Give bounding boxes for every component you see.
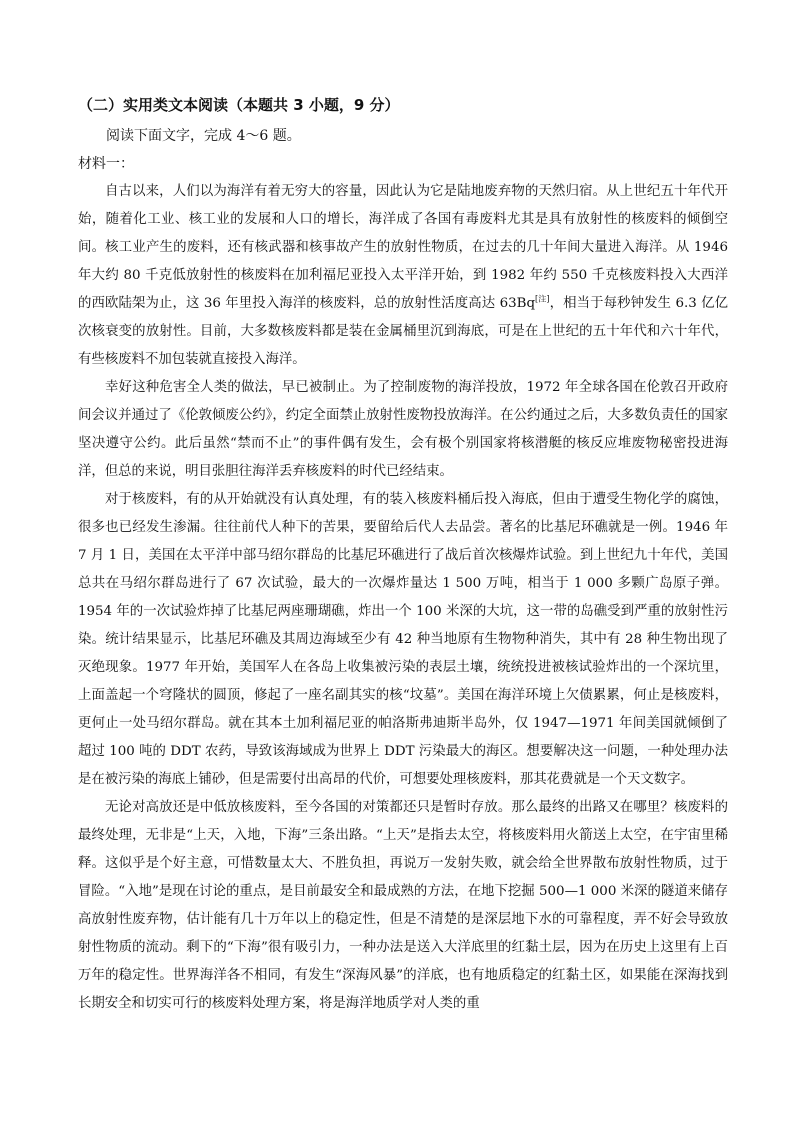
document-page [78,94,728,1018]
paragraph-1-text-cont: ，相当于每秒钟发生 6.3 亿亿次核衰变的放射性。目前，大多数核废料都是装在金属桶里沉到海底，可是在上世纪的五十年代和六十年代，有些核废料不加包装就直接投入海洋。 [78,296,729,367]
paragraph-3: 对于核废料，有的从开始就没有认真处理，有的装入核废料桶后投入海底，但由于遭受生物化学的腐蚀，很多也已经发生渗漏。往往前代人种下的苦果，要留给后代人去品尝。著名的比基尼环礁就是一例。1946 年 7 月 1 日，美国在太平洋中部马绍尔群岛的比基尼环礁进行了战后首次核爆炸试验。到上世纪九十年代，美国总共在马绍尔群岛进行了 67 次试验，最大的一次爆炸量达 1 500 万吨，相当于 1 000 多颗广岛原子弹。1954 年的一次试验炸掉了比基尼两座珊瑚礁，炸出一个 100 米深的大坑，这一带的岛礁受到严重的放射性污染。统计结果显示，比基尼环礁及其周边海域至少有 42 种当地原有生物物种消失，其中有 28 种生物出现了灭绝现象。1977 年开始，美国军人在各岛上收集被污染的表层土壤，统统投进被核试验炸出的一个深坑里，上面盖起一个穹隆状的圆顶，修起了一座名副其实的核“坟墓”。美国在海洋环境上欠债累累，何止是核废料，更何止一处马绍尔群岛。就在其本土加利福尼亚的帕洛斯弗迪斯半岛外，仅 1947—1971 年间美国就倾倒了超过 100 吨的 DDT 农药，导致该海域成为世界上 DDT 污染最大的海区。想要解决这一问题，一种处理办法是在被污染的海底上铺砂，但是需要付出高昂的代价，可想要处理核废料，那其花费就是一个天文数字。 [78,492,728,787]
material-label: 材料一： [78,156,134,172]
section-title: （二）实用类文本阅读（本题共 3 小题，9 分） [78,96,400,114]
instruction-text: 阅读下面文字，完成 4～6 题。 [106,128,301,144]
paragraph-1-text: 自古以来，人们以为海洋有着无穷大的容量，因此认为它是陆地废弃物的天然归宿。从上世纪五十年代开始，随着化工业、核工业的发展和人口的增长，海洋成了各国有毒废料尤其是具有放射性的核废料的倾倒空间。核工业产生的废料，还有核武器和核事故产生的放射性物质，在过去的几十年间大量进入海洋。从 1946 年大约 80 千克低放射性的核废料在加利福尼亚投入太平洋开始，到 1982 年约 550 千克核废料投入大西洋的西欧陆架为止，这 36 年里投入海洋的核废料，总的放射性活度高达 63Bq [78,184,728,311]
paragraph-4: 无论对高放还是中低放核废料，至今各国的对策都还只是暂时存放。那么最终的出路又在哪里？核废料的最终处理，无非是“上天，入地，下海”三条出路。“上天”是指去太空，将核废料用火箭送上太空，在宇宙里稀释。这似乎是个好主意，可惜数量太大、不胜负担，再说万一发射失败，就会给全世界散布放射性物质，过于冒险。“入地”是现在讨论的重点，是目前最安全和最成熟的方法，在地下挖掘 500—1 000 米深的隧道来储存高放射性废弃物，估计能有几十万年以上的稳定性，但是不清楚的是深层地下水的可靠程度，弄不好会导致放射性物质的流动。剩下的“下海”很有吸引力，一种办法是送入大洋底里的红黏土层，因为在历史上这里有上百万年的稳定性。世界海洋各不相同，有发生“深海风暴”的洋底，也有地质稳定的红黏土区，如果能在深海找到长期安全和切实可行的核废料处理方案，将是海洋地质学对人类的重 [78,800,728,1011]
paragraph-1 [78,178,728,374]
paragraph-2: 幸好这种危害全人类的做法，早已被制止。为了控制废物的海洋投放，1972 年全球各国在伦敦召开政府间会议并通过了《伦敦倾废公约》，约定全面禁止放射性废物投放海洋。在公约通过之后，大多数负责任的国家坚决遵守公约。此后虽然“禁而不止”的事件偶有发生，会有极个别国家将核潜艇的核反应堆废物秘密投进海洋，但总的来说，明目张胆往海洋丢弃核废料的时代已经结束。 [78,380,728,479]
footnote-marker: [注] [535,294,550,304]
